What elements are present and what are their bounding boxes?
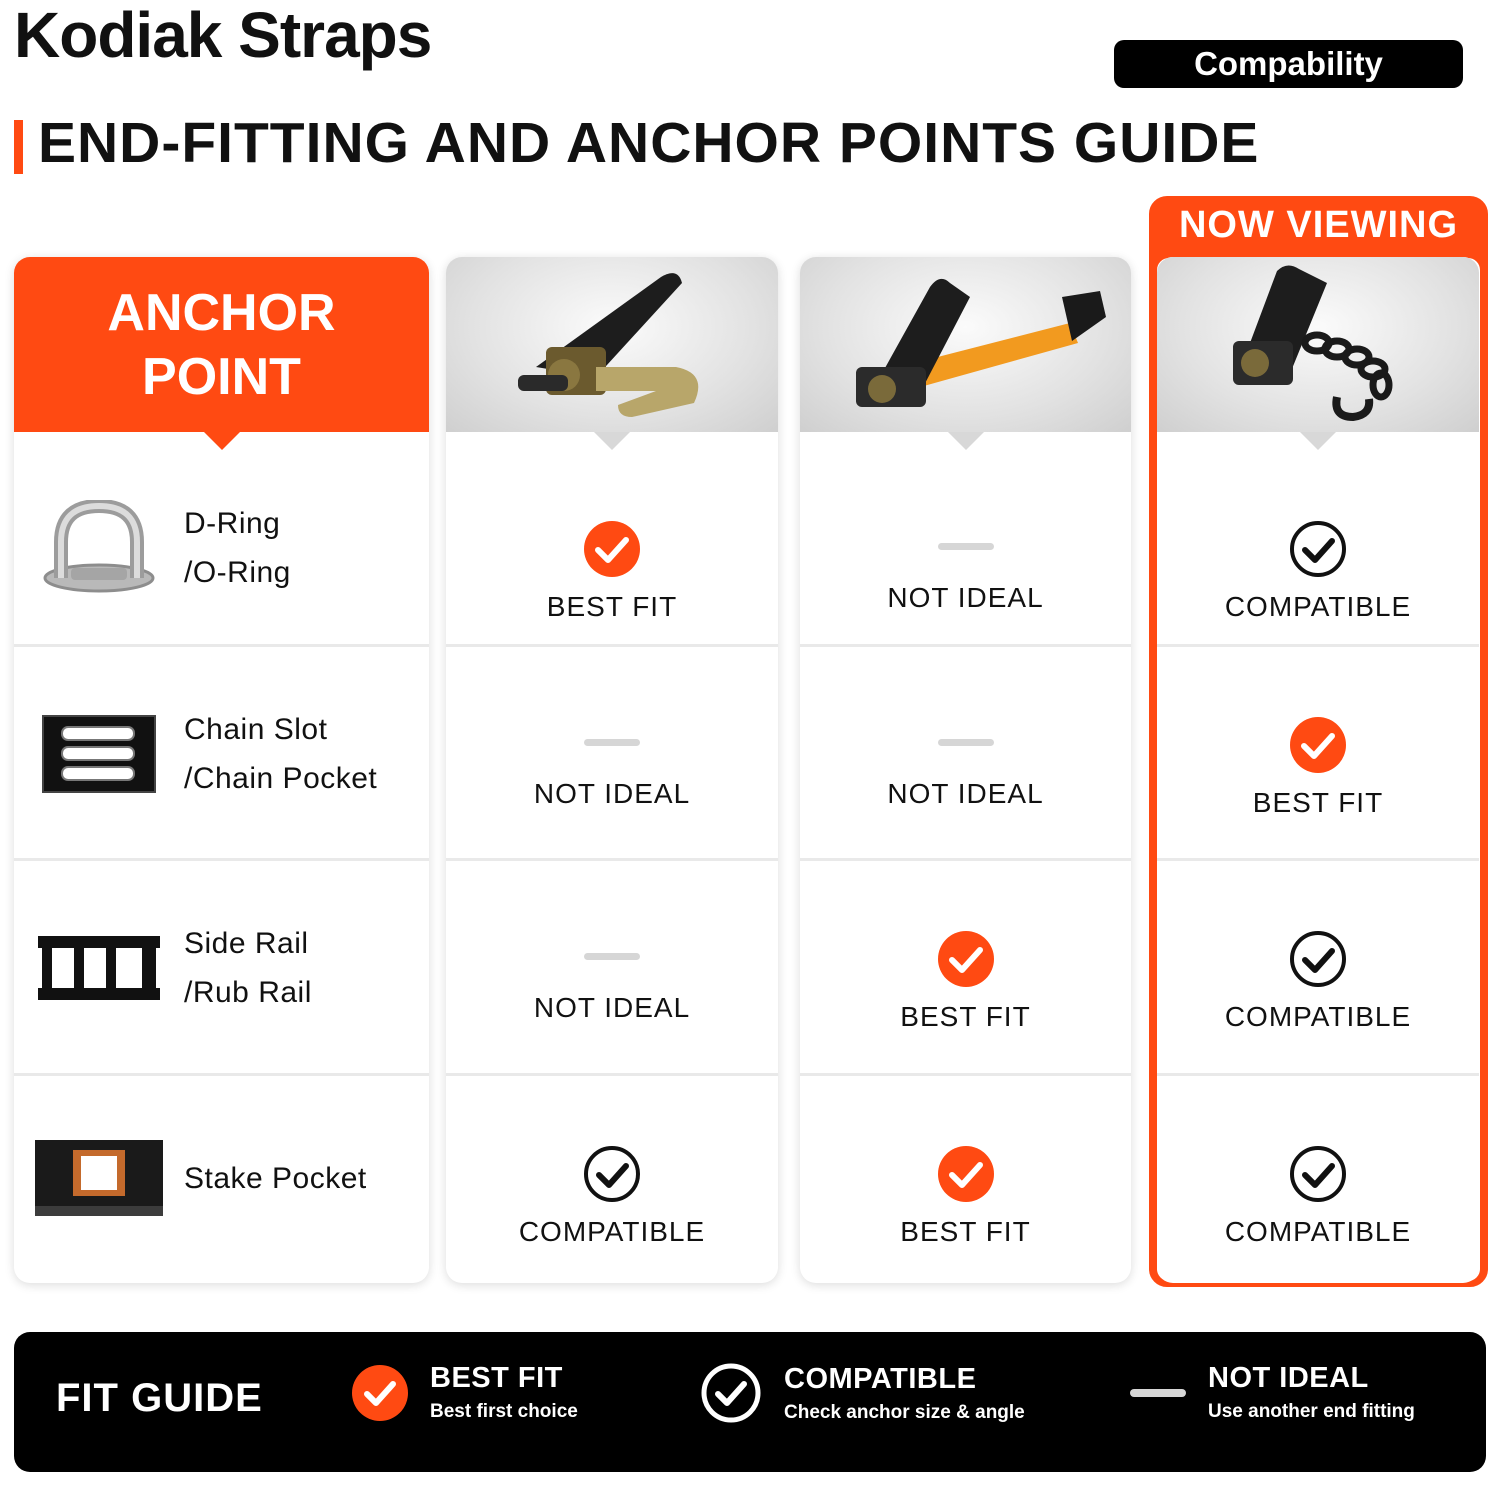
compat-cell <box>446 929 778 1024</box>
compatible-check-icon <box>1288 929 1348 989</box>
compat-cell <box>446 519 778 623</box>
compat-label: BEST FIT <box>1252 787 1384 818</box>
compat-cell <box>800 1144 1131 1248</box>
ratchet-icon <box>856 279 1106 407</box>
side-rail-icon <box>14 936 184 1000</box>
compat-cell <box>1157 519 1479 623</box>
anchor-column <box>14 257 429 1283</box>
compat-label: NOT IDEAL <box>887 778 1044 809</box>
compat-cell <box>800 519 1131 614</box>
ratchet-icon <box>518 273 698 417</box>
not-ideal-dash-icon <box>938 739 994 746</box>
title-accent-bar <box>14 120 23 174</box>
product-column-chain-hook <box>1157 257 1479 1283</box>
compat-cell <box>1157 715 1479 819</box>
compat-label: BEST FIT <box>546 591 678 622</box>
best-fit-check-icon <box>936 1144 996 1204</box>
best-fit-check-icon <box>936 929 996 989</box>
compat-cell <box>446 1144 778 1248</box>
product-photo-flat-hook <box>800 257 1131 432</box>
d-ring-icon <box>14 500 184 596</box>
ratchet-icon <box>1233 265 1389 417</box>
product-photo-snap-hook <box>446 257 778 432</box>
fit-guide <box>14 1332 1486 1472</box>
best-fit-check-icon <box>1288 715 1348 775</box>
not-ideal-dash-icon <box>584 953 640 960</box>
compat-cell <box>446 715 778 810</box>
compat-cell <box>800 715 1131 810</box>
product-column-snap-hook <box>446 257 778 1283</box>
compat-label: COMPATIBLE <box>1224 1216 1412 1247</box>
compat-label: COMPATIBLE <box>518 1216 706 1247</box>
compat-label: NOT IDEAL <box>887 582 1044 613</box>
compat-cell <box>800 929 1131 1033</box>
compatible-check-icon <box>582 1144 642 1204</box>
compatible-icon <box>700 1362 762 1424</box>
compat-label: COMPATIBLE <box>1224 591 1412 622</box>
anchor-header: ANCHOR POINT <box>14 257 429 432</box>
legend-compatible: COMPATIBLE Check anchor size & angle <box>700 1362 1025 1424</box>
dash-icon <box>1130 1365 1186 1421</box>
compatibility-badge: Compability <box>1114 40 1463 88</box>
best-fit-check-icon <box>582 519 642 579</box>
compat-label: NOT IDEAL <box>533 778 691 809</box>
best-fit-icon <box>352 1365 408 1421</box>
page-title: END-FITTING AND ANCHOR POINTS GUIDE <box>38 111 1260 175</box>
chain-slot-icon <box>14 715 184 793</box>
compatible-check-icon <box>1288 519 1348 579</box>
product-photo-chain-hook <box>1157 257 1479 432</box>
compatible-check-icon <box>1288 1144 1348 1204</box>
legend-not-ideal: NOT IDEAL Use another end fitting <box>1130 1362 1415 1423</box>
compat-label: COMPATIBLE <box>1224 1001 1412 1032</box>
compat-cell <box>1157 1144 1479 1248</box>
compat-label: NOT IDEAL <box>533 992 691 1023</box>
not-ideal-dash-icon <box>938 543 994 550</box>
brand-logo: Kodiak Straps <box>14 0 432 71</box>
anchor-row-d-ring: D-Ring /O-Ring <box>14 453 429 643</box>
anchor-row-chain-slot: Chain Slot /Chain Pocket <box>14 649 429 859</box>
compat-cell <box>1157 929 1479 1033</box>
legend-best-fit: BEST FIT Best first choice <box>352 1362 578 1423</box>
compat-label: BEST FIT <box>900 1001 1031 1032</box>
anchor-row-stake-pocket: Stake Pocket <box>14 1078 429 1278</box>
product-column-flat-hook <box>800 257 1131 1283</box>
compat-label: BEST FIT <box>900 1216 1031 1247</box>
anchor-row-side-rail: Side Rail /Rub Rail <box>14 863 429 1073</box>
stake-pocket-icon <box>14 1140 184 1216</box>
now-viewing-label: NOW VIEWING <box>1178 204 1459 246</box>
fit-guide-title: FIT GUIDE <box>56 1376 263 1420</box>
not-ideal-dash-icon <box>584 739 640 746</box>
